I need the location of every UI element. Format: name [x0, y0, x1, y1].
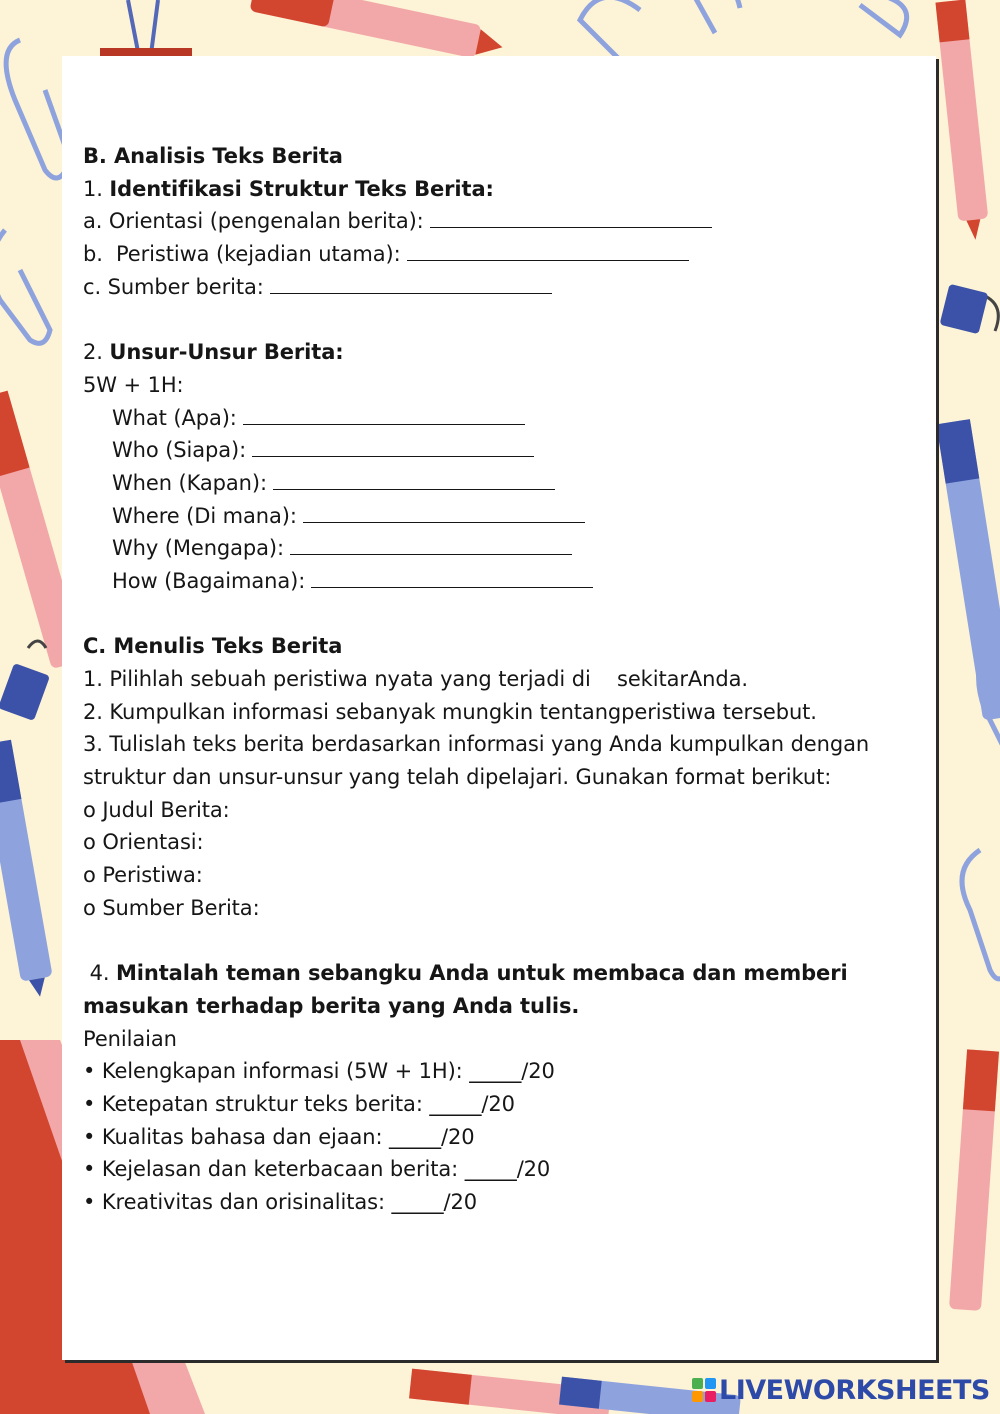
writing-step-1: 1. Pilihlah sebuah peristiwa nyata yang terjadi di sekitarAnda. — [83, 667, 748, 691]
element-item: What (Apa): — [83, 402, 923, 435]
answer-blank[interactable] — [252, 455, 534, 457]
pen-icon — [935, 0, 990, 241]
structure-item: a. Orientasi (pengenalan berita): — [83, 205, 923, 238]
paper-clip-icon — [0, 40, 70, 343]
element-item: Why (Mengapa): — [83, 532, 923, 565]
answer-blank[interactable] — [303, 521, 585, 523]
format-item: o Orientasi: — [83, 830, 204, 855]
assessment-criterion: • Kreativitas dan orisinalitas: _____/20 — [83, 1190, 478, 1215]
answer-blank[interactable] — [270, 292, 552, 294]
liveworksheets-logo-icon — [692, 1378, 716, 1402]
format-item: o Judul Berita: — [83, 797, 230, 822]
answer-blank[interactable] — [311, 586, 593, 588]
element-item: Where (Di mana): — [83, 500, 923, 533]
pen-icon — [0, 740, 56, 1000]
marker-icon — [249, 0, 505, 64]
binder-clip-icon — [940, 284, 999, 334]
question-1-heading: 1. Identifikasi Struktur Teks Berita: — [83, 176, 494, 201]
question-2-heading: 2. Unsur-Unsur Berita: — [83, 340, 344, 365]
paper-clip-icon — [580, 0, 907, 60]
pen-icon — [936, 419, 1000, 721]
answer-blank[interactable] — [243, 423, 525, 425]
worksheet-content — [83, 140, 923, 1219]
answer-blank[interactable] — [430, 226, 712, 228]
writing-step-3: 3. Tulislah teks berita berdasarkan informasi yang Anda kumpulkan dengan struktur dan unsur-unsur yang telah dipelajari. Gunakan format berikut: — [83, 732, 870, 790]
answer-blank[interactable] — [407, 259, 689, 261]
section-b-heading: B. Analisis Teks Berita — [83, 144, 343, 168]
writing-step-4: 4. Mintalah teman sebangku Anda untuk membaca dan memberi masukan terhadap berita yang Anda tulis. — [83, 961, 848, 1018]
assessment-heading: Penilaian — [83, 1026, 177, 1051]
assessment-criterion: • Ketepatan struktur teks berita: _____/20 — [83, 1092, 515, 1116]
structure-item: b. Peristiwa (kejadian utama): — [83, 238, 923, 271]
element-item: Who (Siapa): — [83, 434, 923, 467]
element-item: When (Kapan): — [83, 467, 923, 500]
binder-clip-icon — [0, 641, 50, 721]
assessment-criterion: • Kelengkapan informasi (5W + 1H): _____/20 — [83, 1059, 555, 1084]
assessment-criterion: • Kejelasan dan keterbacaan berita: _____/20 — [83, 1157, 551, 1182]
format-item: o Peristiwa: — [83, 863, 203, 888]
writing-step-2: 2. Kumpulkan informasi sebanyak mungkin tentangperistiwa tersebut. — [83, 699, 817, 724]
liveworksheets-brand[interactable] — [692, 1374, 990, 1406]
format-item: o Sumber Berita: — [83, 895, 260, 920]
answer-blank[interactable] — [290, 553, 572, 555]
section-c-heading: C. Menulis Teks Berita — [83, 634, 343, 659]
question-2-subtitle: 5W + 1H: — [83, 372, 184, 397]
answer-blank[interactable] — [273, 488, 555, 490]
element-item: How (Bagaimana): — [83, 565, 923, 598]
brand-name: LIVEWORKSHEETS — [719, 1374, 990, 1406]
structure-item: c. Sumber berita: — [83, 271, 923, 304]
assessment-criterion: • Kualitas bahasa dan ejaan: _____/20 — [83, 1124, 475, 1149]
pen-icon — [949, 1049, 999, 1311]
